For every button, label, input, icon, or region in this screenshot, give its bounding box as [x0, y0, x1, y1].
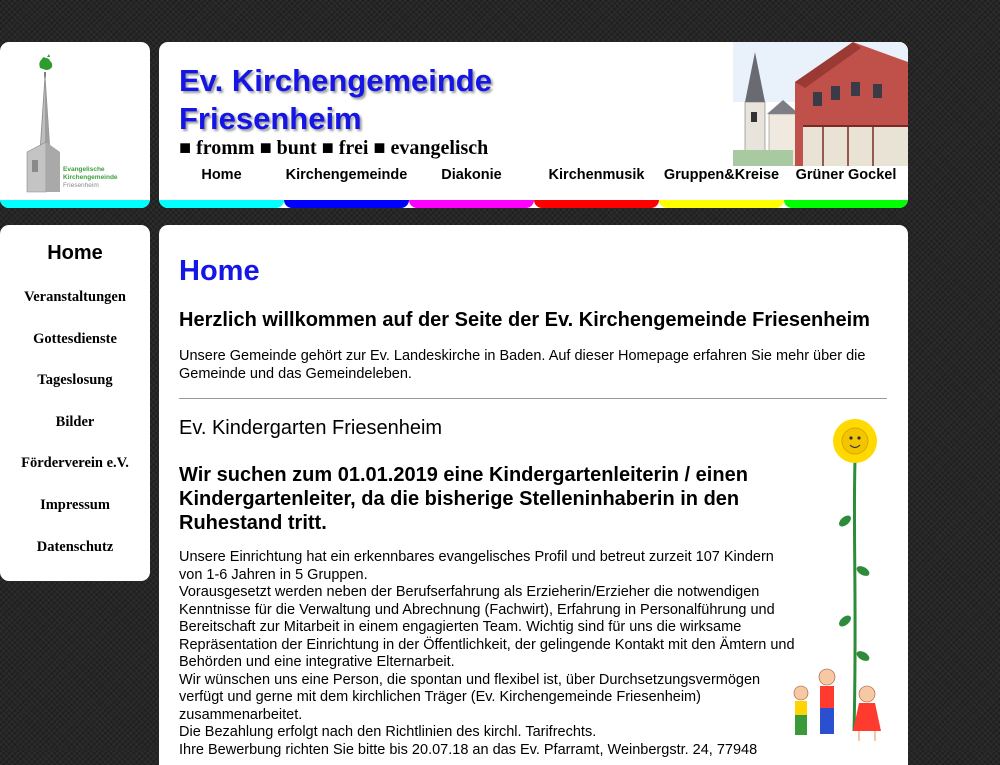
nav-item-gruppen-kreise[interactable]: [659, 166, 784, 208]
nav-label[interactable]: Kirchenmusik: [548, 167, 645, 183]
nav-color-bar: [784, 200, 908, 208]
intro-text: Unsere Gemeinde gehört zur Ev. Landeskirche in Baden. Auf dieser Homepage erfahren Sie mehr über die Gemeinde und das Gemeindeleben.: [179, 348, 866, 382]
site-tagline: ■ fromm ■ bunt ■ frei ■ evangelisch: [179, 137, 489, 159]
sunflower-kids-illustration-icon: [787, 411, 899, 751]
nav-item-gruener-gockel[interactable]: [784, 166, 908, 208]
paragraph: Unsere Einrichtung hat ein erkennbares evangelisches Profil und betreut zurzeit 107 Kindern von 1-6 Jahren in 5 Gruppen.: [179, 549, 774, 583]
nav-color-bar: [659, 200, 784, 208]
nav-item-kirchenmusik[interactable]: [534, 166, 659, 208]
logo-color-stripe: [0, 200, 150, 208]
sidebar-item-gottesdienste[interactable]: Gottesdienste: [33, 330, 117, 347]
site-title[interactable]: [179, 62, 492, 138]
church-illustration-icon: [733, 42, 908, 166]
page-title: Home: [179, 255, 260, 287]
main-nav: [159, 166, 908, 208]
nav-color-bar: [534, 200, 659, 208]
nav-item-diakonie[interactable]: [409, 166, 534, 208]
header-panel: [159, 42, 908, 208]
site-title-line-2: Friesenheim: [179, 101, 362, 136]
sidebar-item-tageslosung[interactable]: Tageslosung: [37, 372, 113, 389]
sidebar-item-bilder[interactable]: Bilder: [55, 413, 95, 430]
nav-label[interactable]: Home: [201, 167, 242, 183]
nav-label[interactable]: Grüner Gockel: [795, 167, 897, 183]
logo-line-1: Evangelische: [63, 166, 105, 173]
nav-color-bar: [409, 200, 534, 208]
nav-color-bar: [159, 200, 284, 208]
nav-label[interactable]: Gruppen&Kreise: [663, 167, 780, 183]
logo-line-3: Friesenheim: [63, 182, 99, 189]
paragraph: Ihre Bewerbung richten Sie bitte bis 20.07.18 an das Ev. Pfarramt, Weinbergstr. 24, 77948: [179, 741, 758, 758]
paragraph: Die Bezahlung erfolgt nach den Richtlinien des kirchl. Tarifrechts.: [179, 724, 597, 740]
sidebar-item-veranstaltungen[interactable]: Veranstaltungen: [24, 289, 126, 305]
paragraph: Wir wünschen uns eine Person, die spontan und flexibel ist, über Durchsetzungsvermögen verfügt und gerne mit dem kirchlichen Träger (Ev. Kirchengemeinde Friesenheim) zusammenarbeitet.: [179, 671, 761, 723]
nav-label[interactable]: Kirchengemeinde: [285, 167, 408, 183]
site-title-line-1: Ev. Kirchengemeinde: [179, 63, 492, 98]
job-description: [179, 549, 799, 759]
kindergarten-heading: Ev. Kindergarten Friesenheim: [179, 417, 443, 439]
nav-label[interactable]: Diakonie: [441, 167, 502, 183]
paragraph: Vorausgesetzt werden neben der Berufserfahrung als Erzieherin/Erzieher die notwendigen Kenntnisse für die Verwaltung und Abrechnung (Fachwirt), Erfahrung in Personalführung und Bereitschaft zur Mitarbeit in einem engagierten Team. Wichtig sind für uns die wirksame Repräsentation der Einrichtung in der Öffentlichkeit, der gelingende Kontakt mit den Ämtern und Behörden und eine integrative Elternarbeit.: [179, 584, 795, 670]
divider: [179, 398, 887, 399]
welcome-heading: Herzlich willkommen auf der Seite der Ev. Kirchengemeinde Friesenheim: [179, 309, 870, 331]
sidebar-item-impressum[interactable]: Impressum: [40, 496, 110, 513]
sidebar-home-link[interactable]: Home: [47, 242, 103, 264]
logo-text: [63, 166, 118, 190]
nav-item-home[interactable]: [159, 166, 284, 208]
nav-item-kirchengemeinde[interactable]: [284, 166, 409, 208]
sidebar-item-foerderverein[interactable]: Förderverein e.V.: [21, 455, 129, 472]
logo-line-2: Kirchengemeinde: [63, 174, 118, 181]
sidebar-item-datenschutz[interactable]: Datenschutz: [36, 538, 114, 555]
sidebar-panel: [0, 225, 150, 581]
logo-panel: [0, 42, 150, 208]
sidebar-menu: [0, 277, 150, 568]
job-heading: Wir suchen zum 01.01.2019 eine Kindergartenleiterin / einen Kindergartenleiter, da die bisherige Stelleninhaberin in den Ruhestand tritt.: [179, 464, 748, 534]
main-content: [159, 225, 908, 765]
nav-color-bar: [284, 200, 409, 208]
